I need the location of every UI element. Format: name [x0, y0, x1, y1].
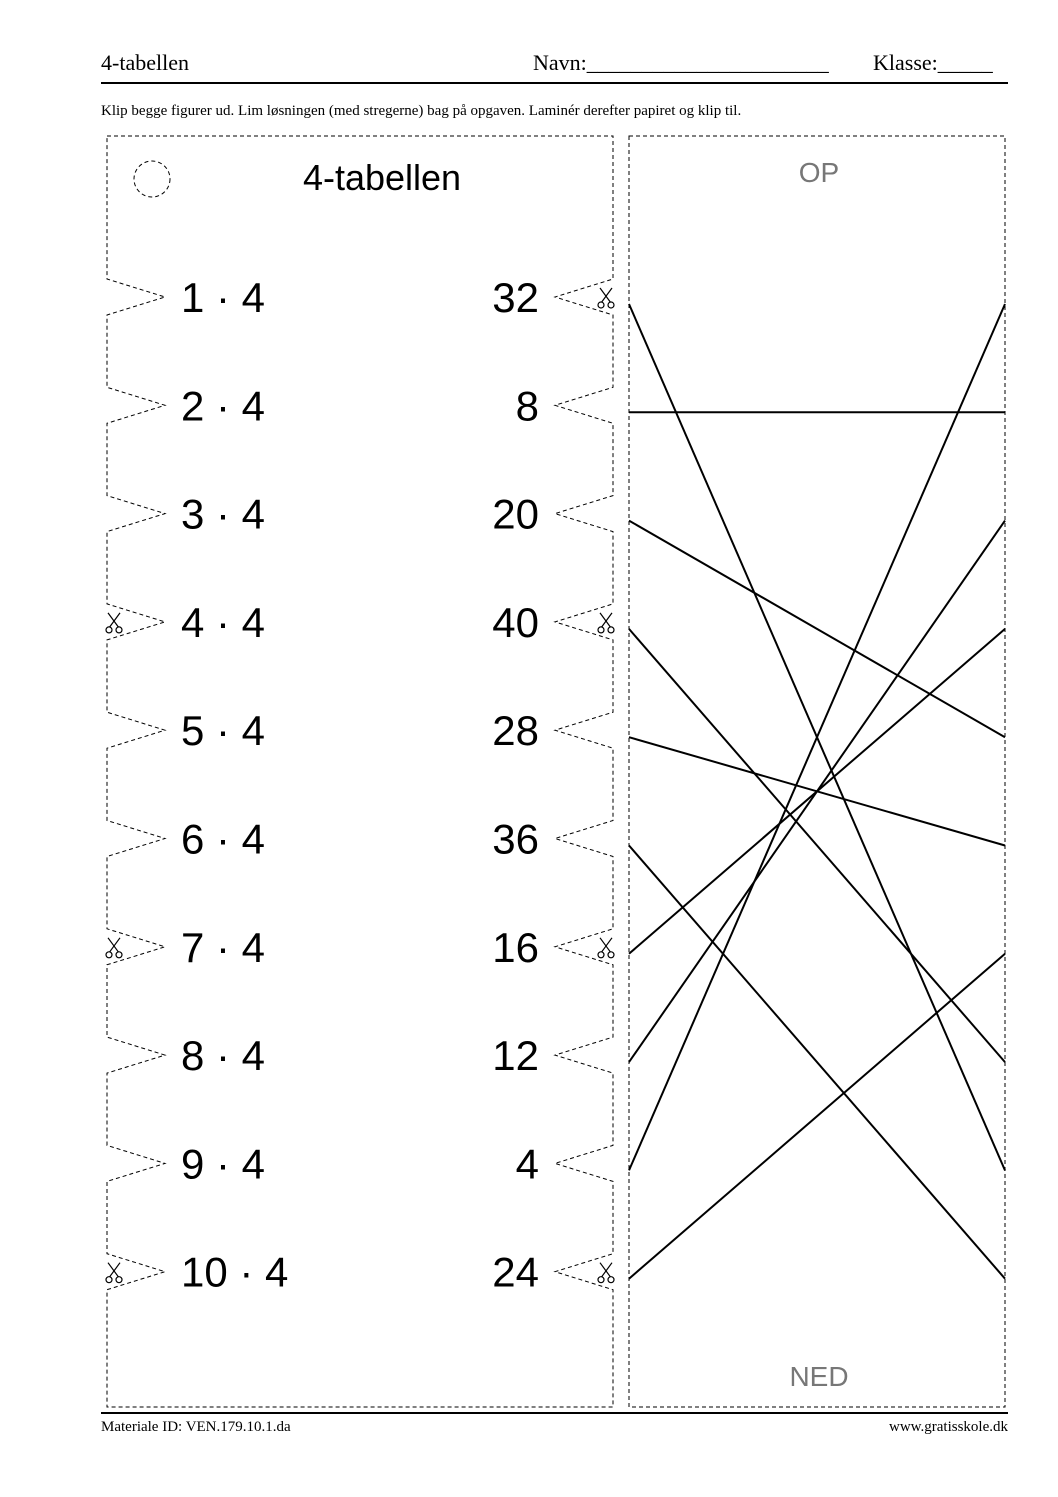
- solution-line: [629, 846, 1005, 1279]
- scissors-icon: [598, 613, 614, 633]
- answer-text: 16: [492, 923, 539, 971]
- answer-text: 8: [515, 382, 539, 430]
- card-title: 4-tabellen: [302, 157, 462, 198]
- solution-line: [629, 629, 1005, 1062]
- scissors-icon: [106, 1263, 122, 1283]
- name-field-label: Navn:______________________: [533, 50, 829, 75]
- answer-text: 28: [492, 707, 539, 755]
- problem-text: 3 · 4: [181, 490, 266, 538]
- website-link: www.gratisskole.dk: [888, 1419, 1008, 1435]
- footer-rule: [101, 1412, 1008, 1414]
- solution-line: [629, 521, 1005, 1063]
- class-field-label: Klasse:_____: [873, 50, 993, 75]
- answer-text: 20: [492, 490, 539, 538]
- problem-text: 10 · 4: [181, 1248, 289, 1296]
- solution-line: [629, 954, 1005, 1279]
- answer-text: 24: [492, 1248, 539, 1296]
- answer-text: 36: [492, 815, 539, 863]
- problem-text: 4 · 4: [181, 598, 266, 646]
- problem-text: 1 · 4: [181, 274, 266, 321]
- answer-text: 40: [492, 598, 539, 646]
- worksheet-title: 4-tabellen: [101, 50, 189, 75]
- dashed-circle-icon: [134, 161, 170, 197]
- scissors-icon: [106, 938, 122, 958]
- answer-text: 4: [515, 1140, 539, 1188]
- material-id: Materiale ID: VEN.179.10.1.da: [101, 1419, 291, 1435]
- problem-text: 2 · 4: [181, 382, 266, 430]
- problem-text: 7 · 4: [181, 923, 266, 971]
- scissors-icon: [598, 288, 614, 308]
- problem-text: 8 · 4: [181, 1032, 266, 1080]
- instruction-text: Klip begge figurer ud. Lim løsningen (med stregerne) bag på opgaven. Laminér derefter papiret og klip til.: [101, 103, 742, 119]
- scissors-icon: [598, 1263, 614, 1283]
- problem-text: 6 · 4: [181, 815, 266, 863]
- scissors-icon: [106, 613, 122, 633]
- answer-text: 12: [492, 1032, 539, 1080]
- top-label: OP: [798, 157, 840, 188]
- problem-text: 9 · 4: [181, 1140, 266, 1188]
- bottom-label: NED: [789, 1361, 849, 1392]
- scissors-icon: [598, 938, 614, 958]
- problem-text: 5 · 4: [181, 707, 266, 755]
- solution-line: [629, 521, 1005, 738]
- answer-text: 32: [492, 274, 539, 321]
- solution-panel-outline: [629, 136, 1005, 1407]
- card-cut-outline: [107, 136, 613, 1407]
